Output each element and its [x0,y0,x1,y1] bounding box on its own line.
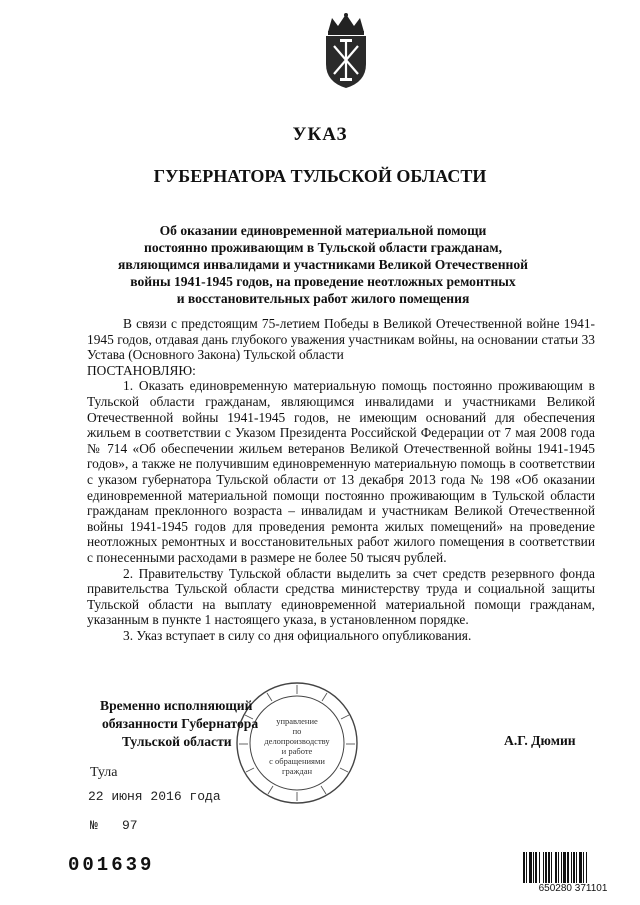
decree-item-1: 1. Оказать единовременную материальную помощь постоянно проживающим в Тульской области гражданам, являющимся инвалидами и участниками Великой Отечественной войны 1941-1945 годов, не имеющим оснований для обеспечения жильем в соответствии с Указом Президента Российской Федерации от 7 мая 2008 года № 714 «Об обеспечении жильем ветеранов Великой Отечественной войны 1941-1945 годов», а также не получившим единовременную материальную помощь в соответствии с указом губернатора Тульской области от 13 декабря 2013 года № 198 «Об оказании единовременной материальной помощи постоянно проживающим в Тульской области гражданам преклонного возраста – инвалидам и участникам Великой Отечественной войны 1941-1945 годов для проведения ремонта жилых помещений» на проведение неотложных ремонтных и восстановительных работ жилого помещения в соответствии с понесенными расходами в размере не более 50 тысяч рублей. [87,378,595,565]
decree-word: ПОСТАНОВЛЯЮ: [87,362,196,378]
stamp-text-line: управление [276,716,318,726]
subject-line: постоянно проживающим в Тульской области гражданам, [143,240,503,255]
document-subject [100,222,546,307]
decree-item-2: 2. Правительству Тульской области выделить за счет средств резервного фонда правительства Тульской области средства министерству труда и социальной защиты Тульской области на выплату единовременной материальной помощи гражданам, указанным в пункте 1 настоящего указа, в установленном порядке. [87,565,595,628]
preamble: В связи с предстоящим 75-летием Победы в Великой Отечественной войне 1941-1945 годов, отдавая дань глубокого уважения участникам войны, на основании статьи 33 Устава (Основного Закона) Тульской области [87,316,595,363]
subject-line: войны 1941-1945 годов, на проведение неотложных ремонтных [130,274,516,289]
subject-line: Об оказании единовременной материальной помощи [159,223,487,238]
document-title: УКАЗ [292,124,348,145]
document-issuer: ГУБЕРНАТОРА ТУЛЬСКОЙ ОБЛАСТИ [153,166,487,186]
city: Тула [90,765,118,780]
signer-title-line: Временно исполняющий [100,698,253,713]
document-number: 97 [122,818,138,833]
signer-name: А.Г. Дюмин [504,733,576,748]
stamp-text-line: и работе [281,746,313,756]
number-label: № [90,818,98,833]
stamp-text-line: граждан [281,766,313,776]
subject-line: и восстановительных работ жилого помещения [176,291,470,306]
document-date: 22 июня 2016 года [88,789,221,804]
decree-item-3: 3. Указ вступает в силу со дня официального опубликования. [123,627,472,643]
stamp-text-line: с обращениями [269,756,325,766]
barcode-number: 650280 371101 [522,883,624,894]
signer-title-line: обязанности Губернатора [102,716,259,731]
signer-title-line: Тульской области [122,734,232,749]
subject-line: являющимся инвалидами и участниками Великой Отечественной [118,257,528,272]
tula-coat-of-arms-icon [318,12,374,90]
stamp-text-line: по делопроизводству [264,726,330,746]
document-body [87,316,595,643]
serial-number: 001639 [68,854,155,876]
signer-title [100,697,290,751]
